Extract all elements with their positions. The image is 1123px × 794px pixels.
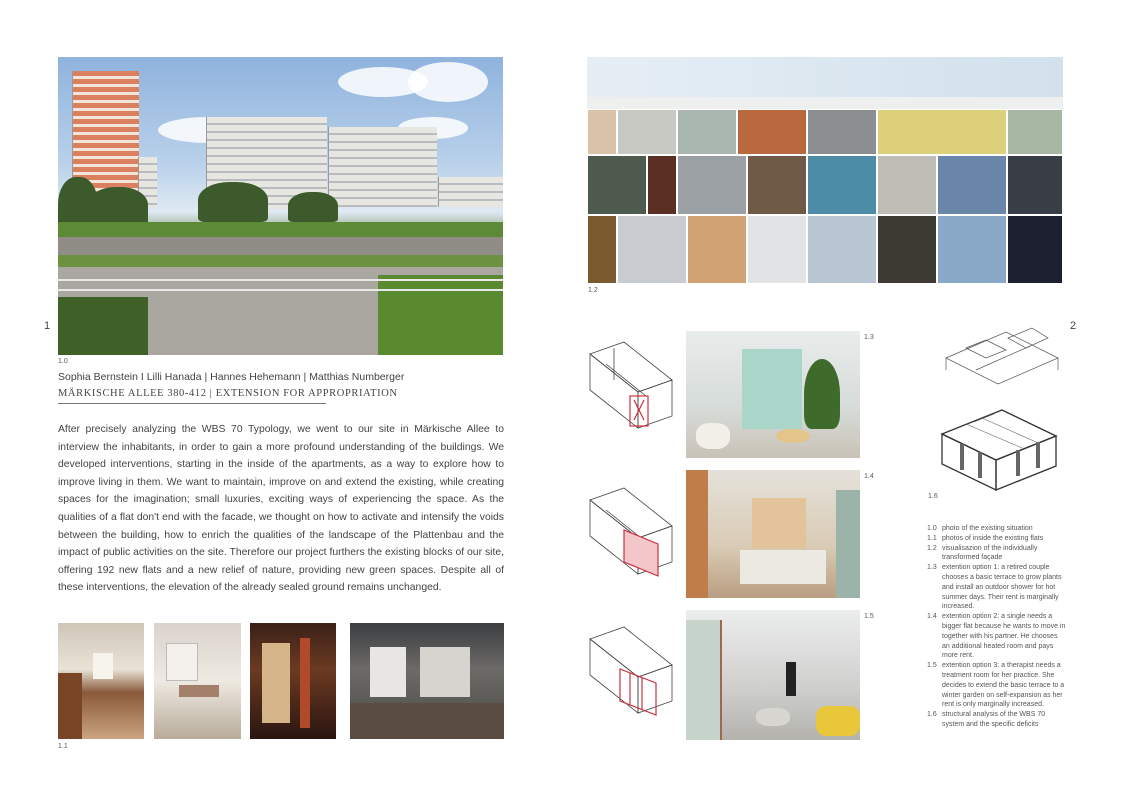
caption-1-4: 1.4 [864,473,874,480]
isometric-option-3-diagram [584,625,678,723]
isometric-option-1-diagram [584,340,678,438]
authors-line: Sophia Bernstein I Lilli Hanada | Hannes Hehemann | Matthias Numberger [58,371,405,383]
caption-1-6: 1.6 [928,493,938,500]
caption-1-3: 1.3 [864,334,874,341]
legend-item: 1.0 photo of the existing situation [927,525,1033,532]
caption-1-2: 1.2 [588,287,598,294]
subtitle-underline [58,403,326,404]
figure-legend [927,524,1067,730]
interior-photo-2 [154,623,241,739]
legend-item: 1.3 extention option 1: a retired couple chooses a basic terrace to grow plants and install an outdoor shower for hot summer days. Their rent is marginally increased. [927,564,1062,611]
legend-item: 1.5 extention option 3: a therapist needs a treatment room for her practice. She decides to extend the basic terrace to a winter garden on self-expansion as her rent is only marginally increased. [927,662,1065,709]
hero-photo-existing-situation [58,57,503,355]
render-option-3 [686,610,860,740]
legend-item: 1.4 extention option 2: a single needs a bigger flat because he wants to move in together with his partner. He chooses an additional heated room and pays more rent. [927,613,1066,660]
facade-collage [587,57,1063,284]
caption-1-1: 1.1 [58,743,68,750]
isometric-option-2-diagram [584,486,678,584]
interior-photo-1 [58,623,144,739]
structural-analysis-diagram [936,318,1064,498]
render-option-2 [686,470,860,598]
caption-1-5: 1.5 [864,613,874,620]
project-subtitle: MÄRKISCHE ALLEE 380-412 | EXTENSION FOR APPROPRIATION [58,388,398,399]
legend-item: 1.1 photos of inside the existing flats [927,534,1044,542]
page-number-right: 2 [1070,320,1077,332]
render-option-1 [686,331,860,458]
interior-photo-3 [250,623,336,739]
body-text: After precisely analyzing the WBS 70 Typology, we went to our site in Märkische Allee to interview the inhabitants, in order to gain a more profound understanding of the buildings. We developed interventions, starting in the inside of the apartments, as a way to explore how to improve living in them. We want to maintain, improve on and extend the existing, while creating spaces for the imagination; small luxuries, exciting ways of experiencing the space. As the qualities of a flat don't end with the facade, we thought on how to activate and intensify the voids between the building, how to enrich the qualities of the landscape of the Plattenbau and the impact of public activities on the site. Therefore our project furthers the existing blocks of our site, offering 192 new flats and a new relief of nature, providing new green spaces. Despite all of these interventions, the elevation of the already sealed ground remains unchanged. [58,424,504,594]
legend-item: 1.2 visualisazion of the individually transformed façade [927,544,1038,562]
caption-1-0: 1.0 [58,358,68,365]
legend-item: 1.6 structural analysis of the WBS 70 system and the specific deficits [927,711,1046,728]
page-number-left: 1 [44,320,51,332]
interior-photo-4 [350,623,504,739]
